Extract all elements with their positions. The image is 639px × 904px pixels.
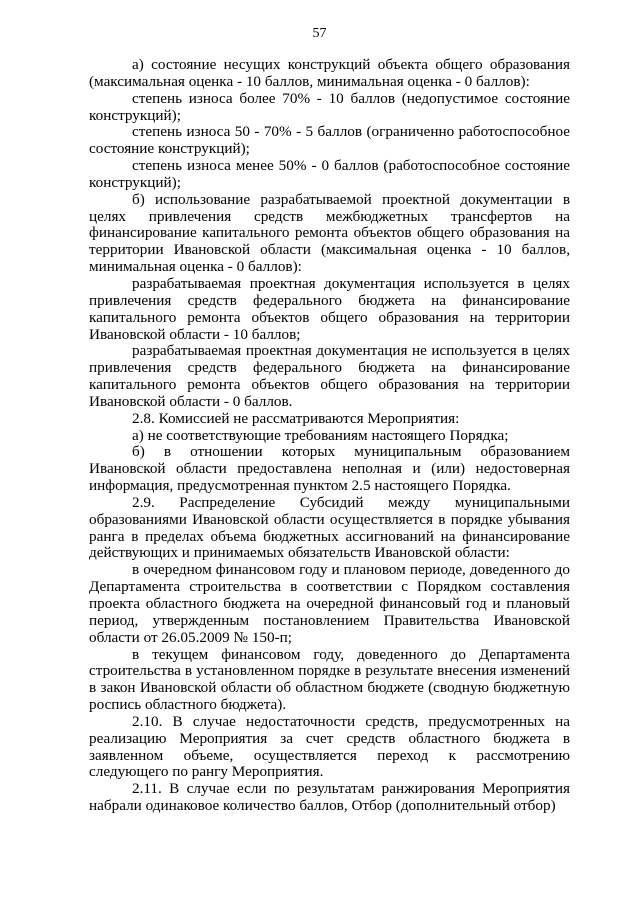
paragraph-docs-used: разрабатываемая проектная документация используется в целях привлечения средств федерального бюджета на финансирование капитального ремонта объектов общего образования на территории Ивановской области - 10 баллов; bbox=[89, 274, 570, 343]
paragraph-section-2-10: 2.10. В случае недостаточности средств, предусмотренных на реализацию Мероприятия за счет средств областного бюджета в заявленном объеме, осуществляется переход к рассмотрению следующего по рангу Мероприятия. bbox=[89, 712, 570, 781]
paragraph-wear-over-70: степень износа более 70% - 10 баллов (недопустимое состояние конструкций); bbox=[89, 89, 570, 124]
page-number: 57 bbox=[312, 26, 327, 41]
paragraph-section-2-9: 2.9. Распределение Субсидий между муниципальными образованиями Ивановской области осуществляется в порядке убывания ранга в пределах объема бюджетных ассигнований на финансирование действующих и принимаемых обязательств Ивановской области: bbox=[89, 493, 570, 562]
paragraph-section-2-11: 2.11. В случае если по результатам ранжирования Мероприятия набрали одинаковое количество баллов, Отбор (дополнительный отбор) bbox=[89, 780, 570, 815]
paragraph-criterion-a: а) состояние несущих конструкций объекта общего образования (максимальная оценка - 10 баллов, минимальная оценка - 0 баллов): bbox=[89, 56, 570, 90]
paragraph-wear-50-70: степень износа 50 - 70% - 5 баллов (ограниченно работоспособное состояние конструкций); bbox=[89, 123, 570, 158]
paragraph-2-9-current-year: в текущем финансовом году, доведенного до Департамента строительства в установленном порядке в результате внесения изменений в закон Ивановской области об областном бюджете (сводную бюджетную роспись областного бюджета). bbox=[89, 645, 570, 714]
paragraph-criterion-b: б) использование разрабатываемой проектной документации в целях привлечения средств межбюджетных трансфертов на финансирование капитального ремонта объектов общего образования на территории Ивановской области (максимальная оценка - 10 баллов, минимальная оценка - 0 баллов): bbox=[89, 190, 570, 276]
paragraph-section-2-8: 2.8. Комиссией не рассматриваются Мероприятия: bbox=[132, 409, 460, 427]
paragraph-2-8-b: б) в отношении которых муниципальным образованием Ивановской области предоставлена неполная и (или) недостоверная информация, предусмотренная пунктом 2.5 настоящего Порядка. bbox=[89, 443, 570, 495]
paragraph-2-8-a: а) не соответствующие требованиям настоящего Порядка; bbox=[132, 426, 509, 444]
paragraph-2-9-next-year: в очередном финансовом году и плановом периоде, доведенного до Департамента строительства в соответствии с Порядком составления проекта областного бюджета на очередной финансовый год и плановый период, утвержденным постановлением Правительства Ивановской области от 26.05.2009 № 150-п; bbox=[89, 561, 570, 646]
document-body bbox=[89, 57, 570, 815]
paragraph-wear-under-50: степень износа менее 50% - 0 баллов (работоспособное состояние конструкций); bbox=[89, 157, 570, 191]
paragraph-docs-not-used: разрабатываемая проектная документация не используется в целях привлечения средств федерального бюджета на финансирование капитального ремонта объектов общего образования на территории Ивановской области - 0 баллов. bbox=[89, 342, 570, 410]
